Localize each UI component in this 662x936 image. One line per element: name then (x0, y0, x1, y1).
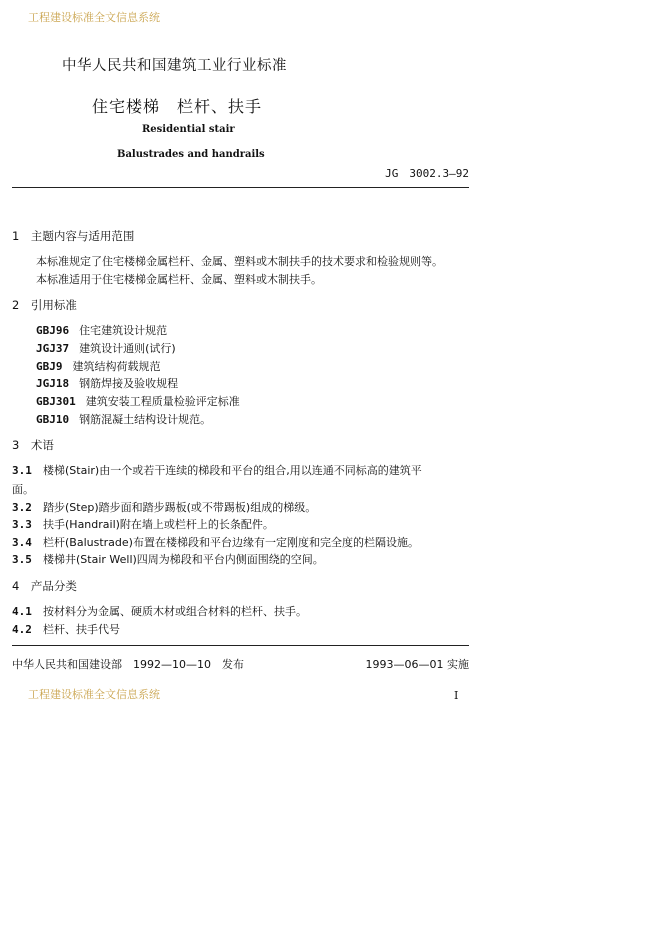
reference-code: JGJ18 (36, 377, 70, 390)
english-title-line2: Balustrades and handrails (117, 149, 265, 160)
reference-item (36, 375, 178, 391)
reference-item (36, 411, 211, 427)
reference-title: 钢筋混凝土结构设计规范。 (79, 413, 212, 426)
classification-number: 4.1 (12, 605, 32, 618)
classification-item (12, 621, 120, 637)
term-number: 3.3 (12, 518, 32, 531)
reference-code: GBJ301 (36, 395, 76, 408)
reference-item (36, 358, 161, 374)
issuer-line: 中华人民共和国建设部 1992—10—10 发布 (12, 658, 244, 671)
term-text: 扶手(Handrail)附在墙上或栏杆上的长条配件。 (43, 518, 274, 531)
term-number: 3.4 (12, 536, 32, 549)
term-continuation: 面。 (12, 483, 34, 496)
term-item (12, 462, 422, 478)
term-item (12, 499, 316, 515)
standard-category-title: 中华人民共和国建筑工业行业标准 (62, 58, 287, 74)
reference-code: GBJ9 (36, 360, 63, 373)
term-text: 踏步(Step)踏步面和踏步踢板(或不带踢板)组成的梯级。 (43, 501, 317, 514)
standard-number: JG 3002.3—92 (385, 167, 469, 180)
term-text: 楼梯(Stair)由一个或若干连续的梯段和平台的组合,用以连通不同标高的建筑平 (43, 464, 422, 477)
section-1-paragraph-1: 本标准规定了住宅楼梯金属栏杆、金属、塑料或木制扶手的技术要求和检验规则等。 (36, 255, 443, 268)
term-number: 3.1 (12, 464, 32, 477)
reference-title: 建筑设计通则(试行) (79, 342, 176, 355)
section-2-heading: 2 引用标准 (12, 298, 77, 312)
term-item (12, 516, 274, 532)
term-number: 3.5 (12, 553, 32, 566)
reference-title: 建筑结构荷载规范 (72, 360, 161, 373)
reference-item (36, 340, 176, 356)
document-title: 住宅楼梯 栏杆、扶手 (92, 97, 263, 116)
reference-item (36, 393, 240, 409)
reference-title: 建筑安装工程质量检验评定标准 (85, 395, 240, 408)
section-4-heading: 4 产品分类 (12, 579, 77, 593)
section-1-paragraph-2: 本标准适用于住宅楼梯金属栏杆、金属、塑料或木制扶手。 (36, 273, 322, 286)
classification-text: 按材料分为金属、硬质木材或组合材料的栏杆、扶手。 (43, 605, 307, 618)
classification-text: 栏杆、扶手代号 (43, 623, 120, 636)
term-text: 楼梯井(Stair Well)四周为梯段和平台内侧面围绕的空间。 (43, 553, 324, 566)
watermark-bottom: 工程建设标准全文信息系统 (28, 688, 160, 701)
term-item (12, 534, 419, 550)
effective-date: 1993—06—01 实施 (365, 658, 469, 671)
reference-title: 住宅建筑设计规范 (79, 324, 168, 337)
footer-divider (12, 645, 469, 646)
reference-code: GBJ10 (36, 413, 70, 426)
header-divider (12, 187, 469, 188)
classification-number: 4.2 (12, 623, 32, 636)
section-3-heading: 3 术语 (12, 438, 54, 452)
reference-code: JGJ37 (36, 342, 70, 355)
section-1-heading: 1 主题内容与适用范围 (12, 229, 135, 243)
term-number: 3.2 (12, 501, 32, 514)
page-number: I (454, 689, 459, 702)
classification-item (12, 603, 307, 619)
reference-code: GBJ96 (36, 324, 70, 337)
reference-item (36, 322, 167, 338)
english-title-line1: Residential stair (142, 124, 235, 135)
term-text: 栏杆(Balustrade)布置在楼梯段和平台边缘有一定刚度和完全度的栏隔设施。 (43, 536, 419, 549)
term-item (12, 551, 324, 567)
reference-title: 钢筋焊接及验收规程 (79, 377, 179, 390)
watermark-top: 工程建设标准全文信息系统 (28, 11, 160, 24)
